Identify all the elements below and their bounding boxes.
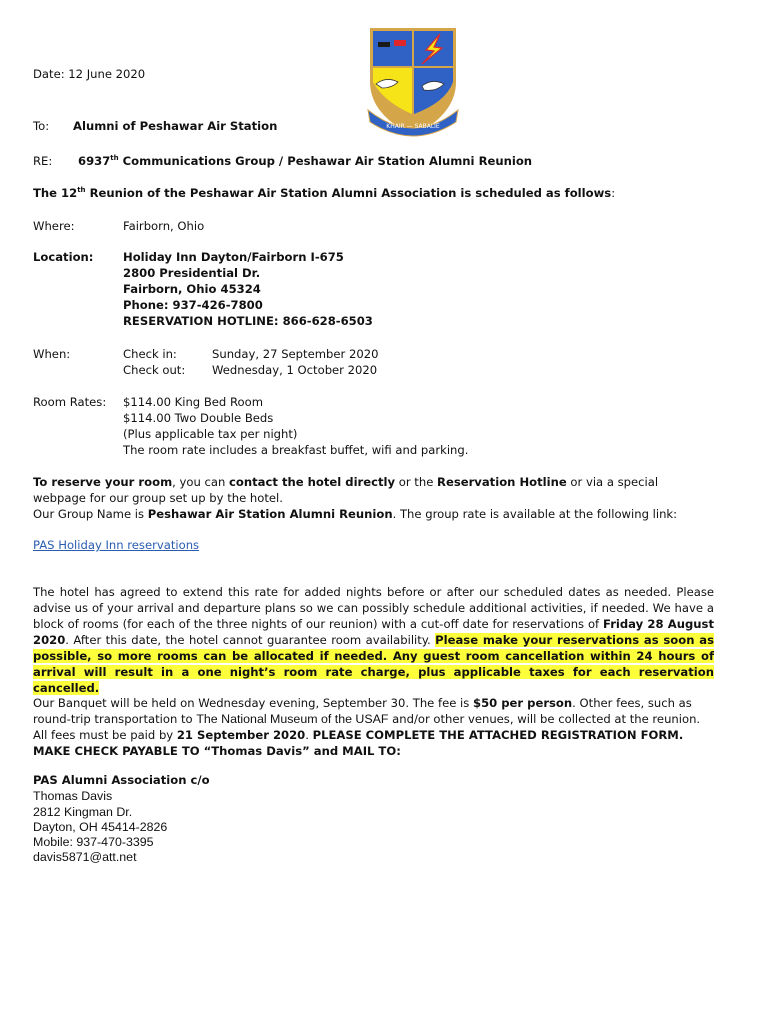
checkout-value: Wednesday, 1 October 2020 <box>212 363 378 377</box>
mail-line: Dayton, OH 45414-2826 <box>33 820 168 834</box>
mail-email: davis5871@att.net <box>33 850 137 864</box>
rate-line: (Plus applicable tax per night) <box>123 427 298 441</box>
to-label: To: <box>33 119 50 133</box>
when-label: When: <box>33 347 71 361</box>
svg-text:KHAIR — SABALIE: KHAIR — SABALIE <box>386 123 440 130</box>
rate-line: The room rate includes a breakfast buffet, wifi and parking. <box>123 443 469 457</box>
location-line: Fairborn, Ohio 45324 <box>123 282 261 296</box>
re-subject: 6937th Communications Group / Peshawar Air Station Alumni Reunion <box>78 154 533 168</box>
rate-line: $114.00 Two Double Beds <box>123 411 274 425</box>
intro-line: The 12th Reunion of the Peshawar Air Station Alumni Association is scheduled as follows: <box>33 186 616 200</box>
checkin-value: Sunday, 27 September 2020 <box>212 347 379 361</box>
reserve-paragraph: To reserve your room, you can contact the hotel directly or the Reservation Hotline or via a special webpage for our group set up by the hotel. Our Group Name is Peshawar Air Station Alumni Reunion. The group rate is available at the following link: <box>33 475 678 521</box>
extend-paragraph: The hotel has agreed to extend this rate for added nights before or after our scheduled dates as needed. Please advise us of your arrival and departure plans so we can possibly schedule additional activities, if needed. We have a block of rooms (for each of the three nights of our reunion) with a cut-off date for reservations of Friday 28 August 2020. After this date, the hotel cannot guarantee room availability. Please make your reservations as soon as possible, so more rooms can be allocated if needed. Any guest room cancellation within 24 hours of arrival will result in a one night’s room rate charge, plus applicable taxes for each reservation cancelled. <box>33 585 714 695</box>
location-label: Location: <box>33 250 94 264</box>
rate-line: $114.00 King Bed Room <box>123 395 263 409</box>
squadron-crest-logo <box>364 22 462 140</box>
date-line: Date: 12 June 2020 <box>33 67 146 81</box>
mail-line: Thomas Davis <box>33 789 113 803</box>
to-value: Alumni of Peshawar Air Station <box>73 119 278 133</box>
location-line: Phone: 937-426-7800 <box>123 298 263 312</box>
banquet-paragraph: Our Banquet will be held on Wednesday evening, September 30. The fee is $50 per person. Other fees, such as round-trip transportation to The National Museum of the USAF and/or other venues, will be collected at the reunion. All fees must be paid by 21 September 2020. PLEASE COMPLETE THE ATTACHED REGISTRATION FORM. MAKE CHECK PAYABLE TO “Thomas Davis” and MAIL TO: <box>33 696 701 758</box>
mail-line: 2812 Kingman Dr. <box>33 805 133 819</box>
where-value: Fairborn, Ohio <box>123 219 205 233</box>
checkout-label: Check out: <box>123 363 186 377</box>
location-line: Holiday Inn Dayton/Fairborn I-675 <box>123 250 344 264</box>
checkin-label: Check in: <box>123 347 177 361</box>
location-line: RESERVATION HOTLINE: 866-628-6503 <box>123 314 373 328</box>
re-label: RE: <box>33 154 53 168</box>
where-label: Where: <box>33 219 75 233</box>
mail-title: PAS Alumni Association c/o <box>33 773 210 787</box>
rates-label: Room Rates: <box>33 395 107 409</box>
location-line: 2800 Presidential Dr. <box>123 266 261 280</box>
reservation-link[interactable]: PAS Holiday Inn reservations <box>33 538 200 552</box>
reservation-warning-highlight: Please make your reservations as soon as possible, so more rooms can be allocated if needed. Any guest room cancellation within 24 hours of arrival will result in a one night’s room rate charge, plus applicable taxes for each reservation cancelled. <box>33 633 714 695</box>
mail-line: Mobile: 937-470-3395 <box>33 835 154 849</box>
